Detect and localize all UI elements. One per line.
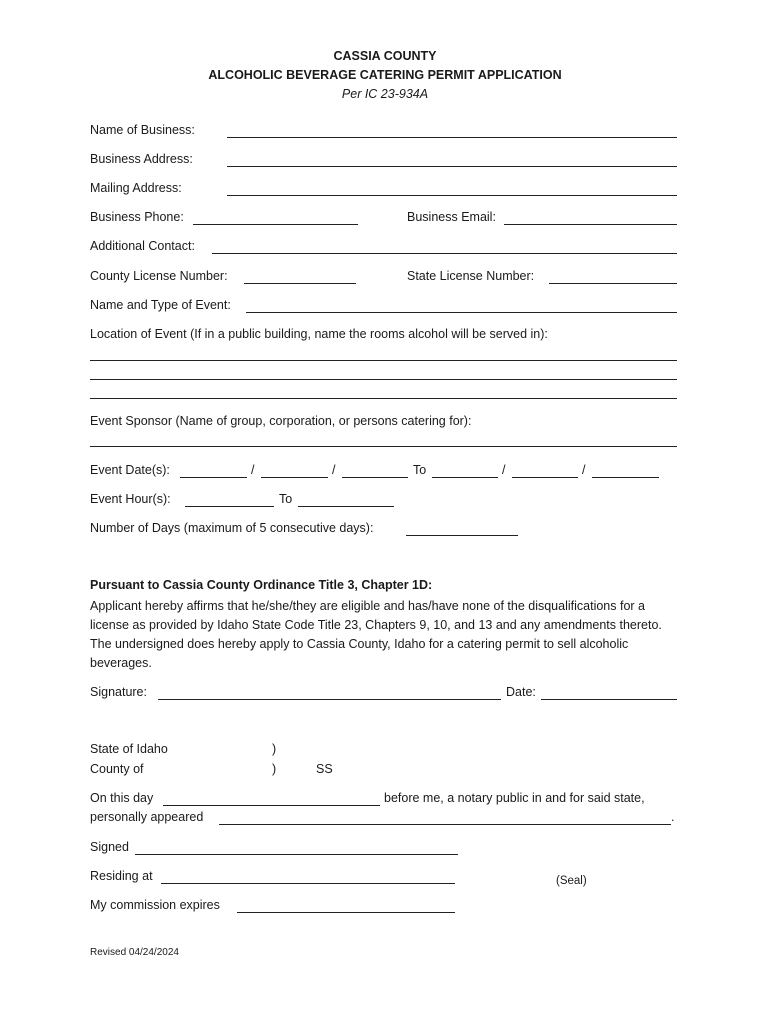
period: . xyxy=(671,810,675,824)
event-location-line-2[interactable] xyxy=(90,379,677,380)
event-sponsor-field[interactable] xyxy=(90,446,677,447)
additional-contact-field[interactable] xyxy=(212,253,677,254)
date-separator: / xyxy=(251,463,255,477)
form-title: ALCOHOLIC BEVERAGE CATERING PERMIT APPLICATION xyxy=(208,68,562,82)
before-me-text: before me, a notary public in and for said state, xyxy=(384,791,645,805)
additional-contact-label: Additional Contact: xyxy=(90,239,195,253)
business-address-label: Business Address: xyxy=(90,152,193,166)
county-license-field[interactable] xyxy=(244,283,356,284)
business-email-label: Business Email: xyxy=(407,210,496,224)
event-name-type-field[interactable] xyxy=(246,312,677,313)
mailing-address-field[interactable] xyxy=(227,195,677,196)
event-sponsor-label: Event Sponsor (Name of group, corporation, or persons catering for): xyxy=(90,414,472,428)
date-field[interactable] xyxy=(541,699,677,700)
notary-ss-label: SS xyxy=(316,762,333,776)
notary-county-label: County of xyxy=(90,762,144,776)
notary-state-label: State of Idaho xyxy=(90,742,168,756)
on-this-day-label: On this day xyxy=(90,791,154,805)
date-separator: / xyxy=(332,463,336,477)
end-month-field[interactable] xyxy=(432,477,498,478)
notary-day-field[interactable] xyxy=(163,805,380,806)
business-phone-field[interactable] xyxy=(193,224,358,225)
notary-signed-label: Signed xyxy=(90,840,129,854)
business-name-label: Name of Business: xyxy=(90,123,195,137)
county-license-label: County License Number: xyxy=(90,269,228,283)
signature-field[interactable] xyxy=(158,699,501,700)
event-location-line-1[interactable] xyxy=(90,360,677,361)
end-day-field[interactable] xyxy=(512,477,578,478)
state-license-label: State License Number: xyxy=(407,269,535,283)
start-hour-field[interactable] xyxy=(185,506,274,507)
event-dates-label: Event Date(s): xyxy=(90,463,170,477)
commission-expires-field[interactable] xyxy=(237,912,455,913)
state-license-field[interactable] xyxy=(549,283,677,284)
number-of-days-field[interactable] xyxy=(406,535,518,536)
start-day-field[interactable] xyxy=(261,477,328,478)
ordinance-heading: Pursuant to Cassia County Ordinance Title 3, Chapter 1D: xyxy=(90,578,433,592)
commission-expires-label: My commission expires xyxy=(90,898,220,912)
end-hour-field[interactable] xyxy=(298,506,394,507)
event-hours-label: Event Hour(s): xyxy=(90,492,171,506)
business-name-field[interactable] xyxy=(227,137,677,138)
notary-paren: ) xyxy=(272,742,277,756)
statute-reference: Per IC 23-934A xyxy=(341,87,429,101)
notary-paren: ) xyxy=(272,762,277,776)
date-to-label: To xyxy=(413,463,427,477)
date-separator: / xyxy=(582,463,586,477)
ordinance-text: Applicant hereby affirms that he/she/they are eligible and has/have none of the disqualifications for a license as provided by Idaho State Code Title 23, Chapters 9, 10, and 13 and any amendments thereto. The undersigned does hereby apply to Cassia County, Idaho for a catering permit to sell alcoholic beverages. xyxy=(90,599,662,670)
revision-date: Revised 04/24/2024 xyxy=(90,947,179,958)
seal-label: (Seal) xyxy=(556,875,587,887)
hours-to-label: To xyxy=(279,492,293,506)
residing-at-label: Residing at xyxy=(90,869,153,883)
event-name-type-label: Name and Type of Event: xyxy=(90,298,231,312)
county-title: CASSIA COUNTY xyxy=(333,49,437,63)
business-phone-label: Business Phone: xyxy=(90,210,184,224)
start-year-field[interactable] xyxy=(342,477,408,478)
notary-signed-field[interactable] xyxy=(135,854,458,855)
mailing-address-label: Mailing Address: xyxy=(90,181,182,195)
personally-appeared-field[interactable] xyxy=(219,824,671,825)
number-of-days-label: Number of Days (maximum of 5 consecutive days): xyxy=(90,521,374,535)
end-year-field[interactable] xyxy=(592,477,659,478)
business-email-field[interactable] xyxy=(504,224,677,225)
residing-at-field[interactable] xyxy=(161,883,455,884)
personally-appeared-label: personally appeared xyxy=(90,810,204,824)
event-location-label: Location of Event (If in a public building, name the rooms alcohol will be served in): xyxy=(90,327,548,341)
business-address-field[interactable] xyxy=(227,166,677,167)
date-separator: / xyxy=(502,463,506,477)
signature-label: Signature: xyxy=(90,685,147,699)
date-label: Date: xyxy=(506,685,536,699)
event-location-line-3[interactable] xyxy=(90,398,677,399)
start-month-field[interactable] xyxy=(180,477,247,478)
